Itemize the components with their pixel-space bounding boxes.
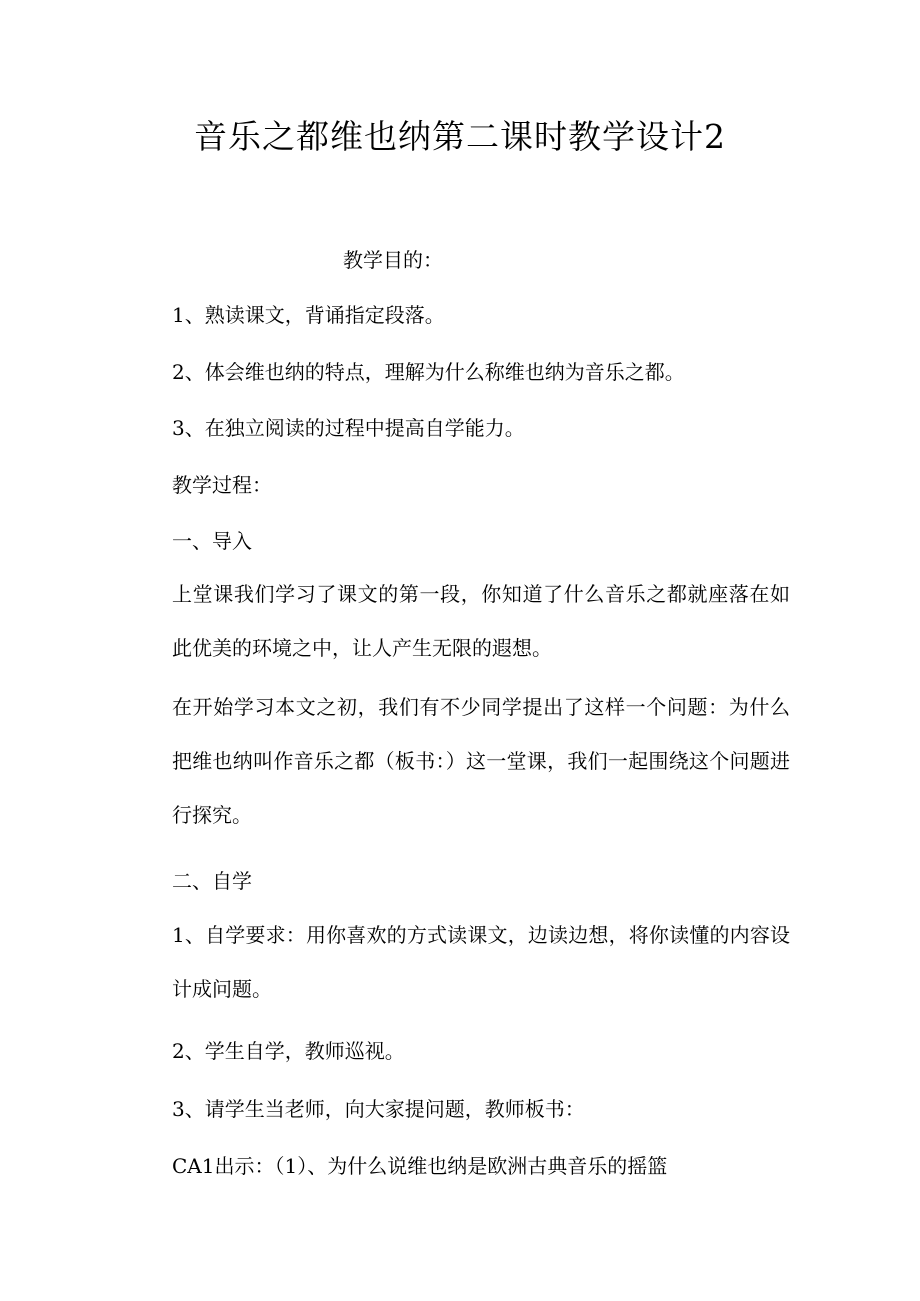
paragraph: 在开始学习本文之初，我们有不少同学提出了这样一个问题：为什么把维也纳叫作音乐之都（板书：）这一堂课，我们一起围绕这个问题进行探究。 <box>172 695 790 827</box>
list-item: 2、学生自学，教师巡视。 <box>172 1039 405 1063</box>
section-heading: 一、导入 <box>172 529 252 553</box>
section-heading: 二、自学 <box>172 869 252 893</box>
objectives-heading: 教学目的： <box>343 248 443 272</box>
objective-item: 3、在独立阅读的过程中提高自学能力。 <box>172 416 525 440</box>
document-title: 音乐之都维也纳第二课时教学设计2 <box>194 117 726 156</box>
list-item: CA1出示：（1）、为什么说维也纳是欧洲古典音乐的摇篮 <box>172 1154 668 1178</box>
process-heading: 教学过程： <box>172 473 272 497</box>
objective-item: 2、体会维也纳的特点，理解为什么称维也纳为音乐之都。 <box>172 360 685 384</box>
paragraph: 上堂课我们学习了课文的第一段，你知道了什么音乐之都就座落在如此优美的环境之中，让人产生无限的遐想。 <box>172 582 790 660</box>
list-item: 1、自学要求：用你喜欢的方式读课文，边读边想，将你读懂的内容设计成问题。 <box>172 923 790 1001</box>
objective-item: 1、熟读课文，背诵指定段落。 <box>172 303 445 327</box>
list-item: 3、请学生当老师，向大家提问题，教师板书： <box>172 1097 585 1121</box>
